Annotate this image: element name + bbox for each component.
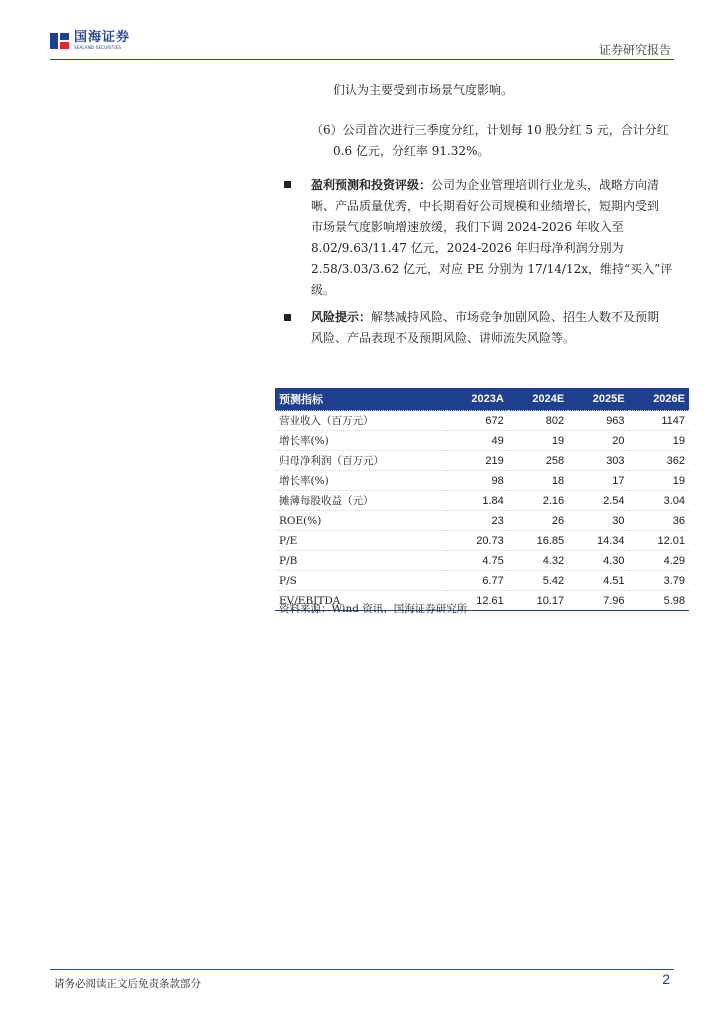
row-label: P/B [275,551,446,571]
table-cell: 362 [629,451,689,471]
row-label: P/S [275,571,446,591]
table-cell: 19 [508,431,568,451]
table-cell: 303 [568,451,628,471]
table-cell: 3.04 [629,491,689,511]
report-type: 证券研究报告 [598,43,671,57]
item6-line-1: （6）公司首次进行三季度分红，计划每 10 股分红 5 元，合计分红 [311,123,669,137]
company-logo [50,31,130,51]
table-row [275,551,689,571]
table-row [275,531,689,551]
table-row [275,491,689,511]
table-header-cell: 2025E [568,388,628,411]
table-cell: 5.98 [629,591,689,611]
forecast-line-6: 级。 [311,283,336,297]
row-label: 归母净利润（百万元） [275,451,446,471]
logo-text-cn: 国海证券 [74,30,131,45]
page-header [0,0,724,64]
row-label: P/E [275,531,446,551]
table-cell: 1.84 [446,491,507,511]
risk-paragraph [311,307,686,349]
row-label: ROE(%) [275,511,446,531]
row-label: 营业收入（百万元） [275,411,446,431]
logo-text-en: SEALAND SECURITIES [74,45,122,50]
item6-line-2: 0.6 亿元，分红率 91.32%。 [333,144,490,158]
bullet-forecast [284,181,291,188]
table-cell: 258 [508,451,568,471]
bullet-risk [284,314,291,321]
table-cell: 1147 [629,411,689,431]
risk-line-1: 解禁减持风险、市场竞争加剧风险、招生人数不及预期 [371,310,660,324]
table-row [275,451,689,471]
table-cell: 2.54 [568,491,628,511]
row-label: 摊薄每股收益（元） [275,491,446,511]
table-header-cell: 预测指标 [275,388,446,411]
table-cell: 12.01 [629,531,689,551]
page-number: 2 [662,971,670,987]
table-cell: 6.77 [446,571,507,591]
table-cell: 4.30 [568,551,628,571]
row-label: 增长率(%) [275,431,446,451]
table-cell: 219 [446,451,507,471]
footer-disclaimer: 请务必阅读正文后免责条款部分 [54,978,201,990]
table-cell: 20 [568,431,628,451]
table-cell: 30 [568,511,628,531]
body-line-1: 们认为主要受到市场景气度影响。 [333,83,514,97]
logo-mark-icon [50,31,70,51]
table-row [275,471,689,491]
table-header-cell: 2026E [629,388,689,411]
table-header-row [275,388,689,411]
forecast-line-4: 8.02/9.63/11.47 亿元，2024-2026 年归母净利润分别为 [311,241,624,255]
forecast-line-5: 2.58/3.03/3.62 亿元，对应 PE 分别为 17/14/12x，维持“买入”评 [311,262,673,276]
table-cell: 7.96 [568,591,628,611]
table-cell: 12.61 [446,591,507,611]
forecast-line-3: 市场景气度影响增速放缓，我们下调 2024-2026 年收入至 [311,220,624,234]
table-header-cell: 2023A [446,388,507,411]
table-cell: 4.32 [508,551,568,571]
table-cell: 18 [508,471,568,491]
table-cell: 36 [629,511,689,531]
table-row [275,511,689,531]
table-cell: 19 [629,431,689,451]
table-cell: 26 [508,511,568,531]
table-cell: 672 [446,411,507,431]
footer-divider [50,969,674,970]
table-cell: 19 [629,471,689,491]
forecast-title: 盈利预测和投资评级： [311,178,432,192]
table-cell: 17 [568,471,628,491]
table-cell: 2.16 [508,491,568,511]
row-label: 增长率(%) [275,471,446,491]
risk-line-2: 风险、产品表现不及预期风险、讲师流失风险等。 [311,331,576,345]
table-cell: 14.34 [568,531,628,551]
table-cell: 4.75 [446,551,507,571]
row-label: EV/EBITDA [275,591,446,611]
table-cell: 49 [446,431,507,451]
table-row [275,431,689,451]
table-cell: 4.51 [568,571,628,591]
table-row [275,411,689,431]
table-cell: 3.79 [629,571,689,591]
table-cell: 16.85 [508,531,568,551]
table-cell: 98 [446,471,507,491]
table-row [275,571,689,591]
table-cell: 5.42 [508,571,568,591]
forecast-table [275,388,689,611]
header-divider [50,59,674,60]
table-cell: 4.29 [629,551,689,571]
table-cell: 20.73 [446,531,507,551]
table-cell: 10.17 [508,591,568,611]
table-header-cell: 2024E [508,388,568,411]
table-cell: 963 [568,411,628,431]
forecast-line-1: 公司为企业管理培训行业龙头，战略方向清 [431,178,660,192]
table-cell: 23 [446,511,507,531]
forecast-paragraph [311,175,686,301]
table-source-note: 资料来源：Wind 资讯、国海证券研究所 [279,603,468,615]
forecast-line-2: 晰、产品质量优秀，中长期看好公司规模和业绩增长，短期内受到 [311,199,660,213]
risk-title: 风险提示： [311,310,372,324]
table-cell: 802 [508,411,568,431]
